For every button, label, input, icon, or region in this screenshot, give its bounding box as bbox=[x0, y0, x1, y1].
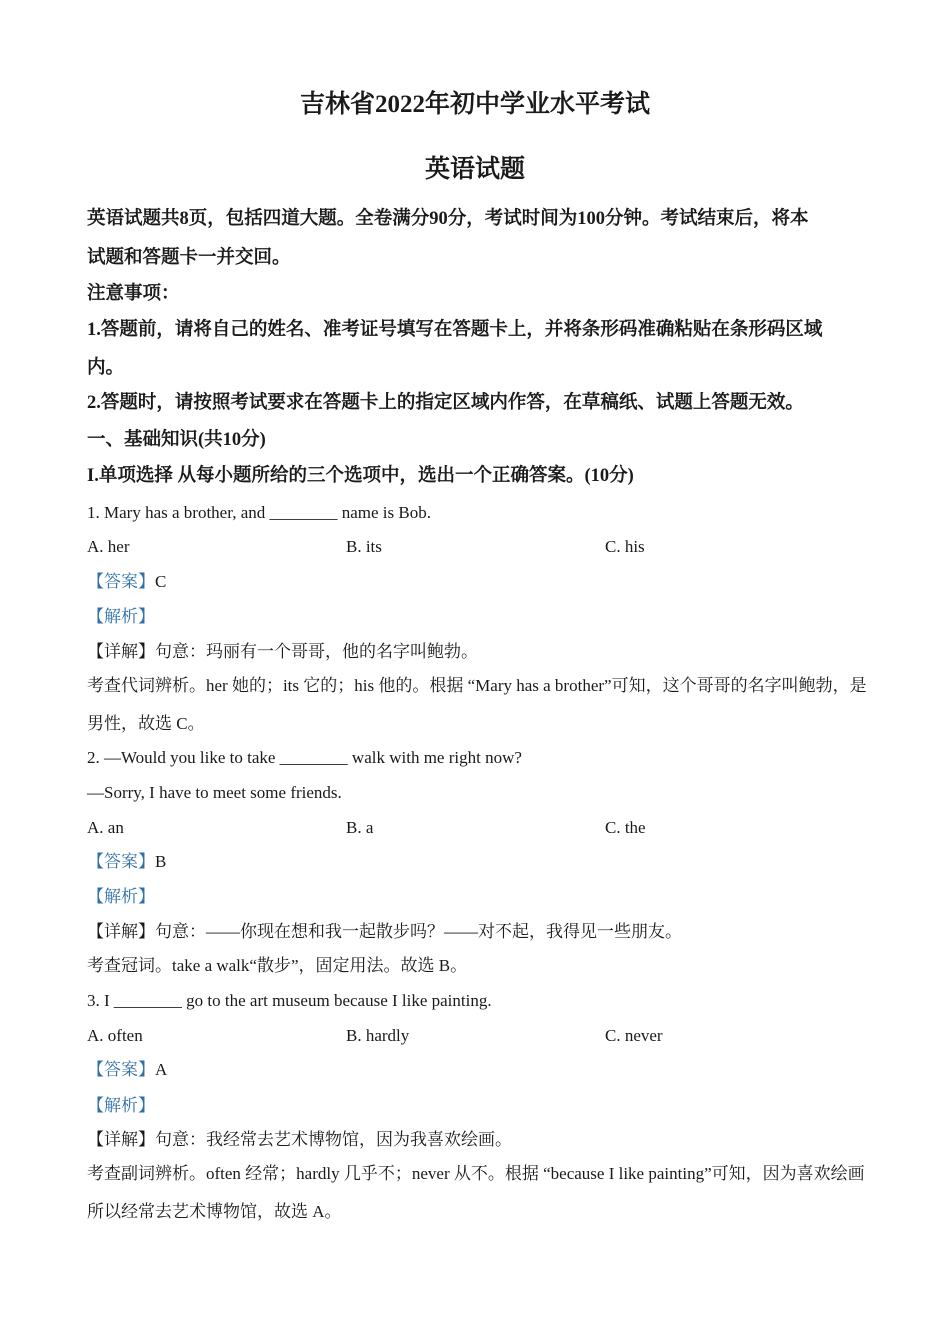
part-heading: I.单项选择 从每小题所给的三个选项中，选出一个正确答案。(10分) bbox=[87, 466, 634, 486]
question-1-explanation-line-2: 男性，故选 C。 bbox=[87, 714, 205, 733]
exam-subtitle: 英语试题 bbox=[424, 156, 525, 183]
question-2-option-c: C. the bbox=[605, 818, 646, 837]
question-1-answer bbox=[87, 571, 166, 593]
question-2-analysis-label: 【解析】 bbox=[87, 887, 155, 906]
intro-line-1: 英语试题共8页，包括四道大题。全卷满分90分，考试时间为100分钟。考试结束后，将本 bbox=[87, 209, 809, 229]
question-2-answer-value: B bbox=[155, 852, 167, 871]
question-1-detail: 【详解】句意：玛丽有一个哥哥，他的名字叫鲍勃。 bbox=[87, 642, 478, 661]
question-3-stem: 3. I ________ go to the art museum because I like painting. bbox=[87, 991, 492, 1010]
note-1-line-2: 内。 bbox=[87, 358, 125, 378]
question-1-option-c: C. his bbox=[605, 537, 645, 556]
note-1-line-1: 1.答题前，请将自己的姓名、准考证号填写在答题卡上，并将条形码准确粘贴在条形码区域 bbox=[87, 320, 823, 340]
question-3-explanation-line-2: 所以经常去艺术博物馆，故选 A。 bbox=[87, 1202, 342, 1221]
question-1-option-a: A. her bbox=[87, 537, 130, 556]
question-1-answer-value: C bbox=[155, 572, 167, 591]
question-3-option-c: C. never bbox=[605, 1026, 663, 1045]
question-2-detail: 【详解】句意：——你现在想和我一起散步吗？——对不起，我得见一些朋友。 bbox=[87, 922, 682, 941]
question-1-analysis-label: 【解析】 bbox=[87, 607, 155, 626]
question-1-explanation-line-1: 考查代词辨析。her 她的；its 它的；his 他的。根据 “Mary has a brother”可知，这个哥哥的名字叫鲍勃，是 bbox=[87, 676, 867, 695]
question-3-option-a: A. often bbox=[87, 1026, 143, 1045]
question-2-option-b: B. a bbox=[346, 818, 374, 837]
section-heading: 一、基础知识(共10分) bbox=[87, 430, 266, 450]
question-3-analysis-label: 【解析】 bbox=[87, 1096, 155, 1115]
answer-label: 【答案】 bbox=[87, 852, 155, 871]
question-3-answer-value: A bbox=[155, 1060, 168, 1079]
answer-label: 【答案】 bbox=[87, 1060, 155, 1079]
answer-label: 【答案】 bbox=[87, 572, 155, 591]
question-3-detail: 【详解】句意：我经常去艺术博物馆，因为我喜欢绘画。 bbox=[87, 1130, 512, 1149]
intro-line-2: 试题和答题卡一并交回。 bbox=[87, 248, 291, 268]
question-3-option-b: B. hardly bbox=[346, 1026, 410, 1045]
question-1-stem: 1. Mary has a brother, and ________ name is Bob. bbox=[87, 503, 431, 522]
exam-title: 吉林省2022年初中学业水平考试 bbox=[299, 91, 650, 118]
note-2: 2.答题时，请按照考试要求在答题卡上的指定区域内作答，在草稿纸、试题上答题无效。 bbox=[87, 393, 804, 413]
question-2-answer bbox=[87, 851, 166, 873]
question-2-stem-reply: —Sorry, I have to meet some friends. bbox=[87, 783, 342, 802]
notice-heading: 注意事项： bbox=[87, 284, 180, 304]
question-1-option-b: B. its bbox=[346, 537, 382, 556]
question-2-option-a: A. an bbox=[87, 818, 124, 837]
question-3-answer bbox=[87, 1059, 167, 1081]
question-3-explanation-line-1: 考查副词辨析。often 经常；hardly 几乎不；never 从不。根据 “because I like painting”可知，因为喜欢绘画 bbox=[87, 1164, 865, 1183]
question-2-stem: 2. —Would you like to take ________ walk with me right now? bbox=[87, 748, 522, 767]
question-2-explanation-line-1: 考查冠词。take a walk“散步”，固定用法。故选 B。 bbox=[87, 956, 468, 975]
